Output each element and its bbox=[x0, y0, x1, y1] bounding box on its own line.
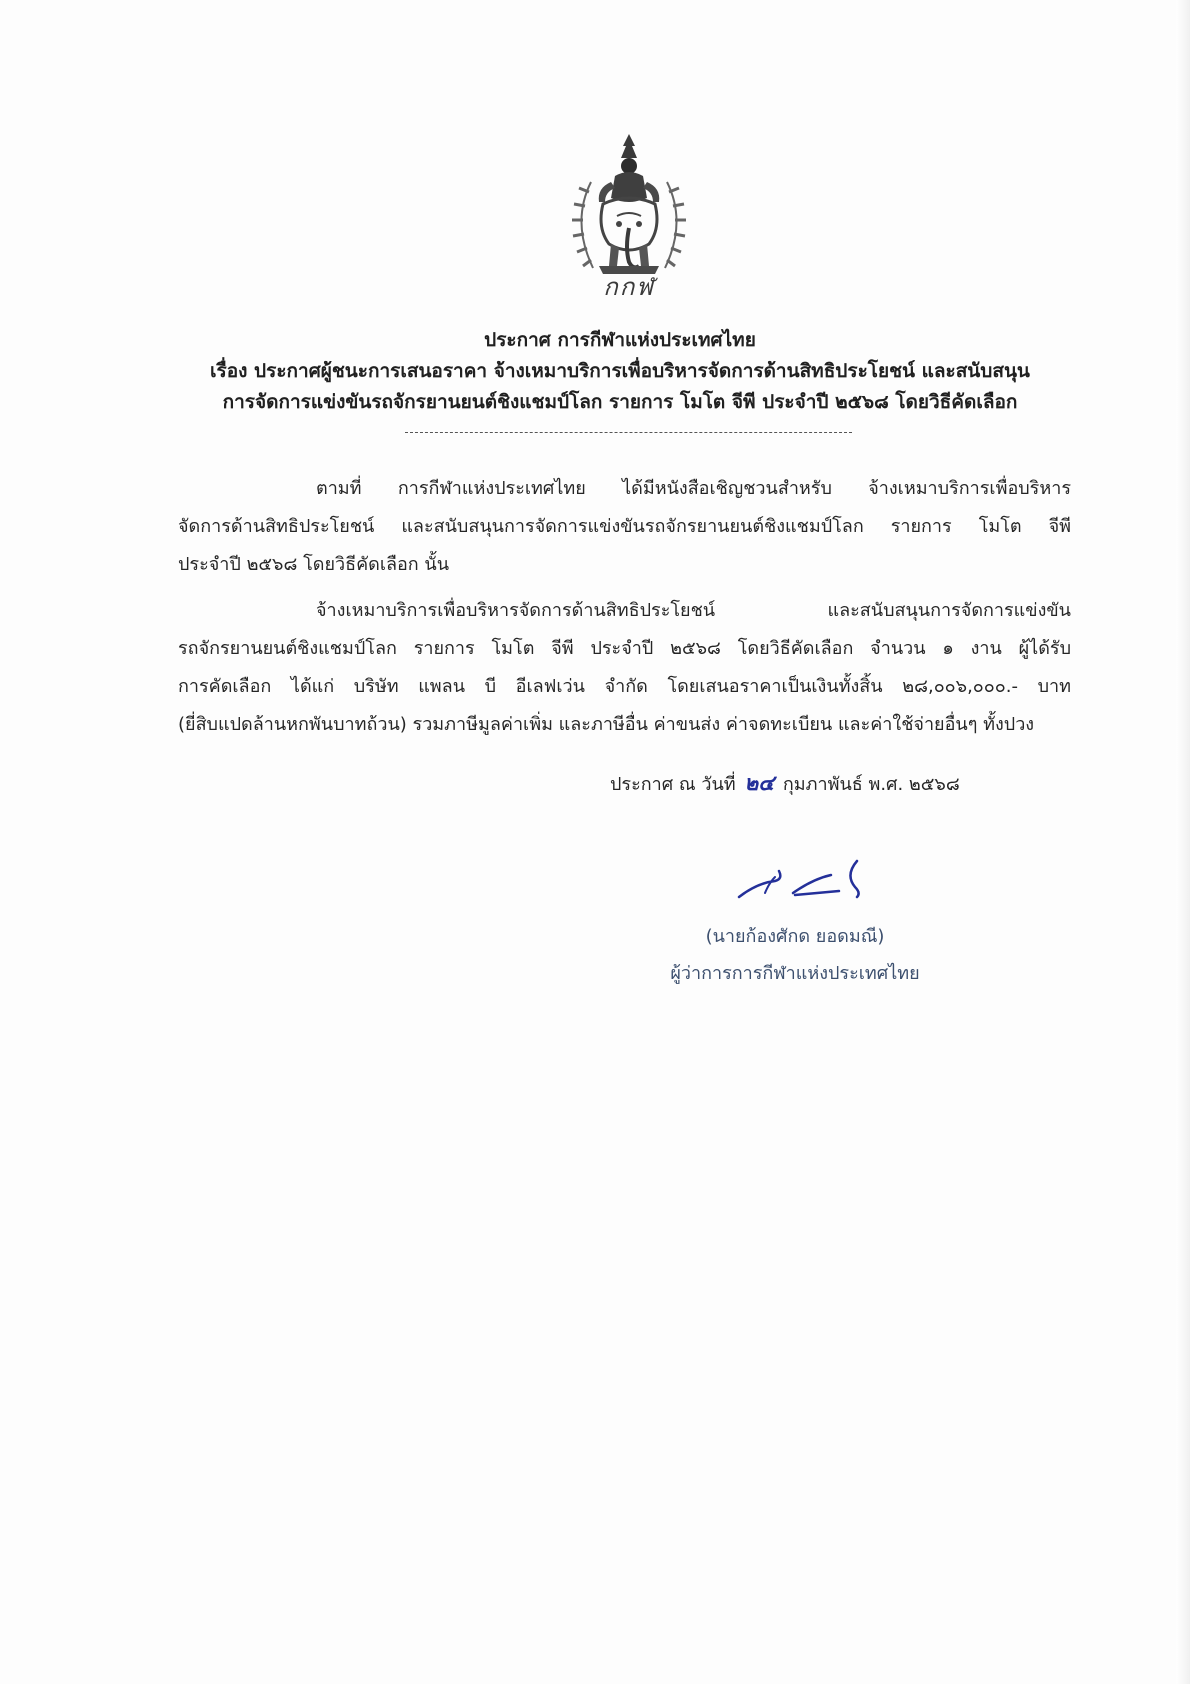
date-prefix: ประกาศ ณ วันที่ bbox=[610, 774, 736, 795]
announcement-title bbox=[150, 325, 1090, 418]
emblem-caption: กกฬ bbox=[603, 273, 655, 301]
signer-position: ผู้ว่าการการกีฬาแห่งประเทศไทย bbox=[670, 963, 920, 984]
paragraph-1-line-1: ตามที่ การกีฬาแห่งประเทศไทย ได้มีหนังสือเชิญชวนสำหรับ จ้างเหมาบริการเพื่อบริหาร bbox=[316, 478, 1071, 499]
page-edge-shadow bbox=[1176, 0, 1190, 1684]
handwritten-signature-icon bbox=[735, 853, 895, 905]
signer-name: (นายก้องศักด ยอดมณี) bbox=[705, 926, 885, 947]
title-line-2: เรื่อง ประกาศผู้ชนะการเสนอราคา จ้างเหมาบริการเพื่อบริหารจัดการด้านสิทธิประโยชน์ และสนับสนุน bbox=[210, 360, 1030, 382]
date-suffix: กุมภาพันธ์ พ.ศ. ๒๕๖๘ bbox=[782, 774, 960, 795]
dashed-divider bbox=[405, 432, 852, 433]
paragraph-2-line-3: การคัดเลือก ได้แก่ บริษัท แพลน บี อีเลฟเว่น จำกัด โดยเสนอราคาเป็นเงินทั้งสิ้น ๒๘,๐๐๖,๐๐๐.- บาท bbox=[178, 676, 1072, 697]
paragraph-1-line-2: จัดการด้านสิทธิประโยชน์ และสนับสนุนการจัดการแข่งขันรถจักรยานยนต์ชิงแชมป์โลก รายการ โมโต จีพี bbox=[178, 516, 1071, 537]
title-line-3: การจัดการแข่งขันรถจักรยานยนต์ชิงแชมป์โลก รายการ โมโต จีพี ประจำปี ๒๕๖๘ โดยวิธีคัดเลือก bbox=[222, 391, 1018, 413]
paragraph-1 bbox=[178, 470, 1071, 584]
paragraph-2-line-1: จ้างเหมาบริการเพื่อบริหารจัดการด้านสิทธิประโยชน์ และสนับสนุนการจัดการแข่งขัน bbox=[316, 600, 1071, 621]
paragraph-2 bbox=[178, 592, 1071, 744]
paragraph-2-line-2: รถจักรยานยนต์ชิงแชมป์โลก รายการ โมโต จีพี ประจำปี ๒๕๖๘ โดยวิธีคัดเลือก จำนวน ๑ งาน ผู้ได้รับ bbox=[178, 638, 1071, 659]
paragraph-1-line-3: ประจำปี ๒๕๖๘ โดยวิธีคัดเลือก นั้น bbox=[178, 554, 450, 575]
paragraph-2-line-4: (ยี่สิบแปดล้านหกพันบาทถ้วน) รวมภาษีมูลค่าเพิ่ม และภาษีอื่น ค่าขนส่ง ค่าจดทะเบียน และค่าใช้จ่ายอื่นๆ ทั้งปวง bbox=[178, 714, 1035, 735]
announcement-date bbox=[610, 767, 960, 800]
title-line-1: ประกาศ การกีฬาแห่งประเทศไทย bbox=[484, 329, 756, 351]
date-day-handwritten: ๒๔ bbox=[744, 770, 775, 795]
